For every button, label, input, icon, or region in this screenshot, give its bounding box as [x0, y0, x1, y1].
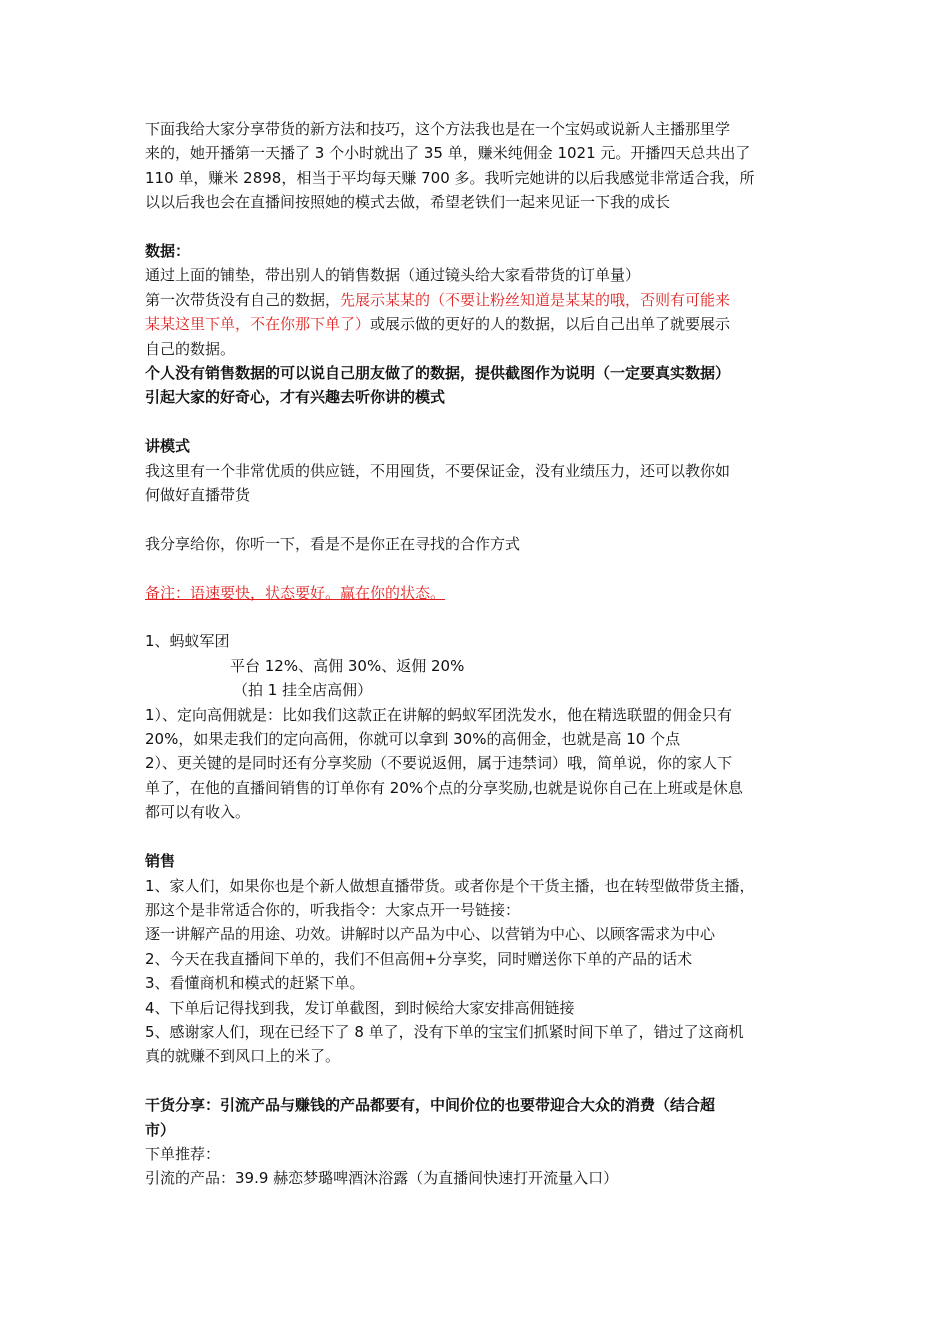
spacer: [145, 556, 815, 580]
ant-title: 1、蚂蚁军团: [145, 632, 230, 651]
ant-line: 20%，如果走我们的定向高佣，你就可以拿到 30%的高佣金，也就是高 10 个点: [145, 730, 681, 749]
sales-line: 3、看懂商机和模式的赶紧下单。: [145, 974, 365, 993]
sales-line: 逐一讲解产品的用途、功效。讲解时以产品为中心、以营销为中心、以顾客需求为中心: [145, 925, 716, 944]
goods-line: 引流的产品：39.9 赫恋梦璐啤酒沐浴露（为直播间快速打开流量入口）: [145, 1169, 619, 1188]
model-heading: 讲模式: [145, 437, 191, 456]
ant-line: 1）、定向高佣就是：比如我们这款正在讲解的蚂蚁军团洗发水，他在精选联盟的佣金只有: [145, 705, 733, 724]
model-line: 我这里有一个非常优质的供应链，不用囤货，不要保证金，没有业绩压力，还可以教你如: [145, 461, 731, 480]
intro-line: 来的，她开播第一天播了 3 个小时就出了 35 单，赚米纯佣金 1021 元。开播四天总共出了: [145, 144, 751, 163]
data-text: 或展示做的更好的人的数据，以后自己出单了就要展示: [370, 315, 731, 334]
sales-line: 1、家人们，如果你也是个新人做想直播带货。或者你是个干货主播，也在转型做带货主播，: [145, 876, 755, 895]
spacer: [145, 825, 815, 849]
ant-line: 单了，在他的直播间销售的订单你有 20%个点的分享奖励,也就是说你自己在上班或是休息: [145, 778, 743, 797]
data-line: 通过上面的铺垫，带出别人的销售数据（通过镜头给大家看带货的订单量）: [145, 266, 641, 285]
spacer: [145, 1069, 815, 1093]
ant-line: 2）、更关键的是同时还有分享奖励（不要说返佣，属于违禁词）哦，简单说，你的家人下: [145, 754, 733, 773]
intro-line: 以以后我也会在直播间按照她的模式去做，希望老铁们一起来见证一下我的成长: [145, 193, 671, 212]
goods-heading: 干货分享：引流产品与赚钱的产品都要有，中间价位的也要带迎合大众的消费（结合超: [145, 1096, 716, 1115]
goods-heading: 市）: [145, 1120, 176, 1139]
sales-line: 5、感谢家人们，现在已经下了 8 单了，没有下单的宝宝们抓紧时间下单了，错过了这商机: [145, 1022, 744, 1041]
spacer: [145, 410, 815, 434]
sales-line: 4、下单后记得找到我，发订单截图，到时候给大家安排高佣链接: [145, 998, 575, 1017]
data-red-text: 某某这里下单，不在你那下单了）: [145, 315, 371, 334]
spacer: [145, 605, 815, 629]
ant-line: 都可以有收入。: [145, 803, 251, 822]
sales-line: 那这个是非常适合你的，听我指令：大家点开一号链接：: [145, 900, 521, 919]
data-text: 第一次带货没有自己的数据，: [145, 290, 341, 309]
sales-line: 真的就赚不到风口上的米了。: [145, 1047, 341, 1066]
sales-heading: 销售: [145, 852, 176, 871]
document-body: [145, 117, 815, 1191]
intro-line: 110 单，赚米 2898，相当于平均每天赚 700 多。我听完她讲的以后我感觉非常适合我，所: [145, 168, 755, 187]
spacer: [145, 215, 815, 239]
model-line: 我分享给你，你听一下，看是不是你正在寻找的合作方式: [145, 534, 521, 553]
ant-rates: 平台 12%、高佣 30%、返佣 20%: [230, 656, 465, 675]
data-line: 自己的数据。: [145, 339, 236, 358]
data-red-text: 先展示某某的（不要让粉丝知道是某某的哦，否则有可能来: [340, 290, 731, 309]
data-heading: 数据：: [145, 242, 191, 261]
model-note: 备注：语速要快，状态要好。赢在你的状态。: [145, 583, 446, 602]
data-bold-line: 个人没有销售数据的可以说自己朋友做了的数据，提供截图作为说明（一定要真实数据）: [145, 364, 731, 383]
sales-line: 2、今天在我直播间下单的，我们不但高佣+分享奖，同时赠送你下单的产品的话术: [145, 949, 693, 968]
ant-paren: （拍 1 挂全店高佣）: [233, 681, 373, 700]
data-line: [145, 312, 815, 336]
spacer: [145, 507, 815, 531]
data-bold-line: 引起大家的好奇心，才有兴趣去听你讲的模式: [145, 388, 446, 407]
data-line: [145, 288, 815, 312]
intro-line: 下面我给大家分享带货的新方法和技巧，这个方法我也是在一个宝妈或说新人主播那里学: [145, 120, 731, 138]
model-line: 何做好直播带货: [145, 486, 251, 505]
goods-line: 下单推荐：: [145, 1144, 221, 1163]
